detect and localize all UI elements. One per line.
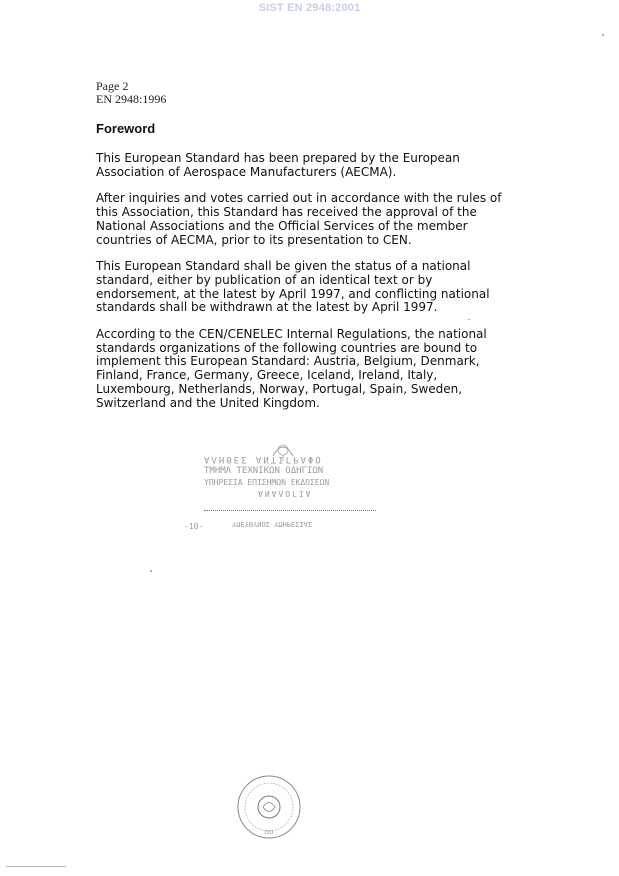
foreword-body <box>96 152 536 423</box>
paragraph: After inquiries and votes carried out in accordance with the rules of this Association, this Standard has received the approval of the National Associations and the Official Services of the member countries of AECMA, prior to its presentation to CEN. <box>96 191 502 247</box>
stamp-line-1: ΑΛΗΘΕΣ ΑΝΤΙΓΡΑΦΟ <box>204 454 323 464</box>
stamp-line-4: ΑΝΑΛΟΓΙΑ <box>258 489 313 498</box>
page-header <box>96 80 166 106</box>
official-stamp <box>160 436 400 536</box>
seal-icon <box>236 774 302 840</box>
speck <box>150 570 152 572</box>
section-heading: Foreword <box>96 121 156 136</box>
watermark: SIST EN 2948:2001 <box>258 2 361 14</box>
paragraph: This European Standard has been prepared by the European Association of Aerospace Manufacturers (AECMA). <box>96 151 460 179</box>
stamp-line-5: ΥΠΕΥΘΥΝΟΣ ΥΠΗΡΕΣΙΑΣ <box>232 520 313 528</box>
standard-number: EN 2948:1996 <box>96 92 167 106</box>
page-number: Page 2 <box>96 79 129 93</box>
stamp-dotted-line <box>204 510 376 511</box>
stamp-line-3: ΥΠΗΡΕΣΙΑ ΕΠΙΣΗΜΩΝ ΕΚΔΟΣΕΩΝ <box>204 478 330 487</box>
stamp-date: -10- <box>184 522 204 531</box>
speck <box>602 34 604 36</box>
paragraph: This European Standard shall be given the status of a national standard, either by publication of an identical text or by endorsement, at the latest by April 1997, and conflicting national standards shall be withdrawn at the latest by April 1997. <box>96 259 490 315</box>
speck <box>468 319 470 320</box>
footer-line <box>6 866 66 867</box>
paragraph: According to the CEN/CENELEC Internal Regulations, the national standards organizations of the following countries are bound to implement this European Standard: Austria, Belgium, Denmark, Finland, France, Germany, Greece, Iceland, Ireland, Italy, Luxembourg, Netherlands, Norway, Portugal, Spain, Sweden, Switzerland and the United Kingdom. <box>96 327 487 410</box>
stamp-line-2: ΤΜΗΜΑ ΤΕΧΝΙΚΩΝ ΟΔΗΓΙΩΝ <box>204 466 324 476</box>
svg-text:CIO: CIO <box>264 830 274 836</box>
